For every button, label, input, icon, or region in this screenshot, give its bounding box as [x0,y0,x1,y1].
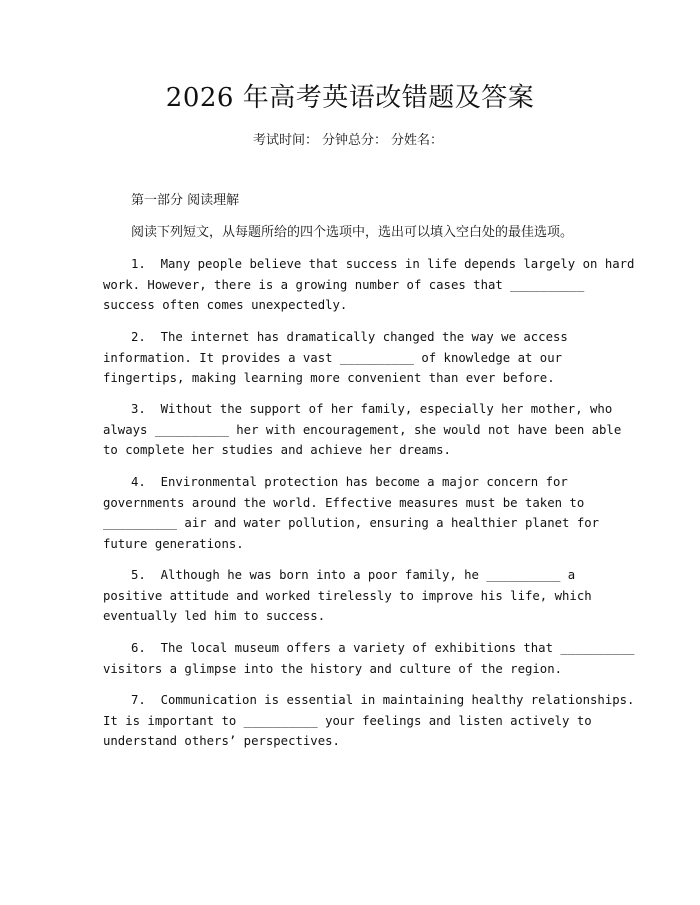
question-1 [103,254,635,316]
question-3 [103,399,622,461]
question-line: governments around the world. Effective measures must be taken to [103,495,585,510]
question-line: 6. The local museum offers a variety of exhibitions that __________ [131,641,635,655]
score-label: 总分： [347,133,387,148]
question-6 [103,638,635,679]
question-line: information. It provides a vast __________ of knowledge at our [103,350,563,365]
question-line: to complete her studies and achieve her dreams. [103,443,451,457]
question-line: 2. The internet has dramatically changed the way we access [131,330,568,344]
section-heading: 第一部分 阅读理解 [131,193,240,208]
question-line: 1. Many people believe that success in life depends largely on hard [131,257,635,271]
question-2 [103,327,603,389]
question-line: 4. Environmental protection has become a major concern for [131,475,568,489]
question-line: fingertips, making learning more convenient than ever before. [103,371,555,385]
question-line: understand others’ perspectives. [103,734,340,748]
question-4 [103,472,603,554]
question-7 [103,690,635,752]
question-line: visitors a glimpse into the history and culture of the region. [103,661,563,676]
question-line: future generations. [103,536,244,551]
question-line: always __________ her with encouragement, she would not have been able [103,422,622,437]
question-line: __________ air and water pollution, ensuring a healthier planet for [103,516,600,530]
score-unit: 分 [391,133,405,148]
question-line: work. However, there is a growing number of cases that __________ [103,277,585,292]
question-line: 7. Communication is essential in maintaining healthy relationships. [131,693,635,707]
document-title: 2026 年高考英语改错题及答案 [165,83,535,113]
question-line: eventually led him to success. [103,609,326,623]
question-line: success often comes unexpectedly. [103,298,348,312]
name-label: 姓名： [404,133,444,148]
question-line: positive attitude and worked tirelessly to improve his life, which [103,588,592,603]
time-label: 考试时间： [252,133,318,148]
exam-info-line [0,131,700,151]
question-5 [103,565,603,627]
question-line: 5. Although he was born into a poor family, he __________ a [131,568,576,582]
question-line: It is important to __________ your feelings and listen actively to [103,713,592,728]
instructions-text: 阅读下列短文，从每题所给的四个选项中，选出可以填入空白处的最佳选项。 [131,225,574,240]
time-unit: 分钟 [321,133,348,148]
question-line: 3. Without the support of her family, especially her mother, who [131,402,613,416]
